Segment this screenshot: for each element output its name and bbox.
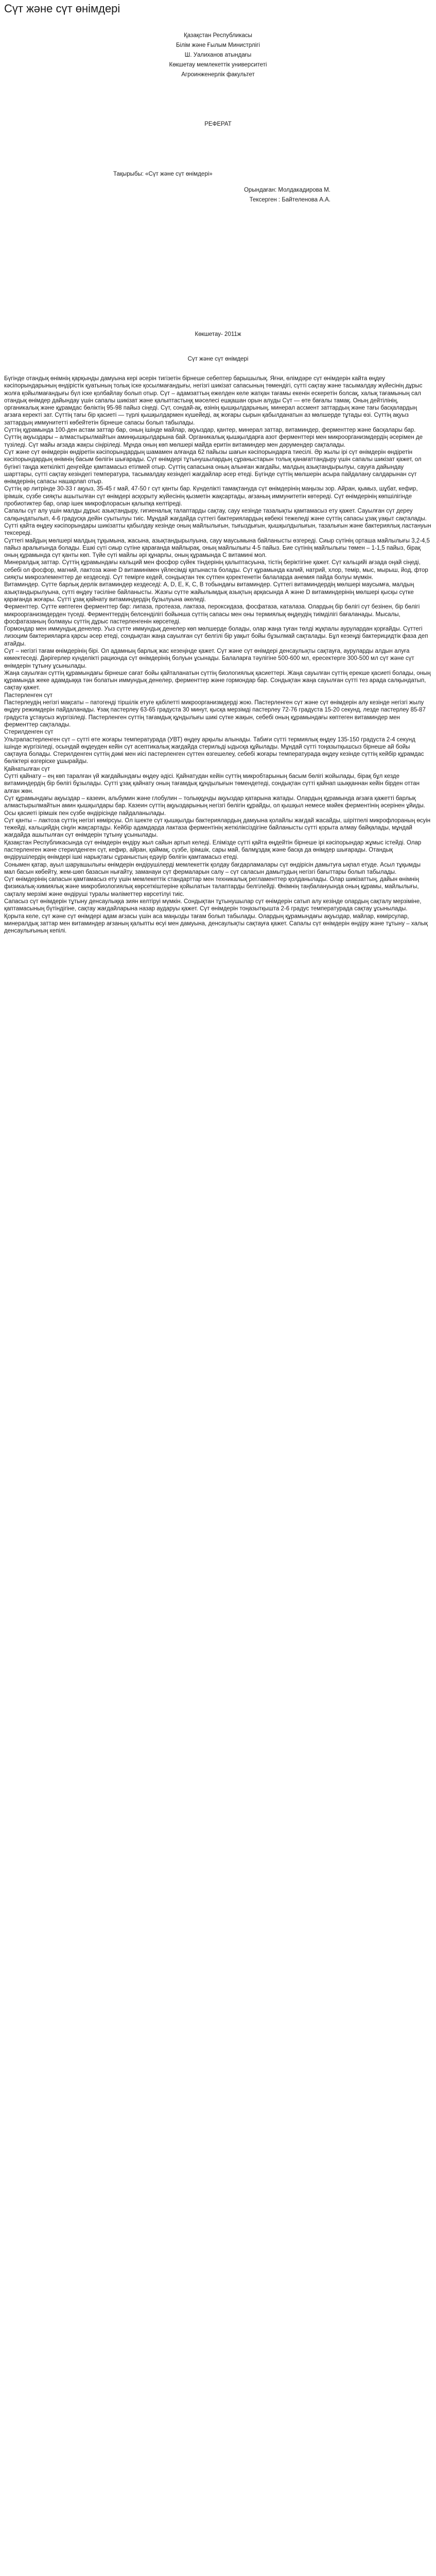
header-line: Ш. Уалиханов атындағы bbox=[184, 52, 252, 58]
topic-line: Тақырыбы: «Сүт және сүт өнімдері» bbox=[113, 171, 213, 177]
body-paragraph: Сүттегі майдың мөлшері малдың тұқымына, жасына, азықтандырылуына, сауу маусымына байланысты өзгереді. Сиыр сүтінің орташа майлылығы 3,2-4,5 пайыз аралығында болады. Ешкі сүті сиыр сүтіне қарағанда майлырақ, оның майлылығы 4-5 пайыз. Бие сүтінің майлылығы төмен – 1-1,5 пайыз, бірақ оның құрамында сүт қанты көп. Түйе сүті майлы әрі құнарлы, оның құрамында С витамині мол. bbox=[4, 537, 430, 559]
body-subheading: Стерилденген сүт bbox=[4, 729, 54, 736]
body-paragraph: Ферменттер. Сүтте көптеген ферменттер бар: липаза, протеаза, лактаза, пероксидаза, фосфатаза, каталаза. Олардың бір бөлігі сүт безінен, бір бөлігі микроорганизмдерден түседі. Ферменттердің белсенділігі бойынша сүттің сапасы мен оны термиялық өңдеудің тиімділігі бағаланады. Мысалы, фосфатазаның болмауы сүттің дұрыс пастерленгенін көрсетеді. bbox=[4, 604, 420, 625]
body-paragraph: Жаңа сауылған сүттің құрамындағы бірнеше сағат бойы қайталанатын сүттің биологиялық қасиеттері. Жаңа сауылған сүттің ерекше қасиеті болады, оның құрамында жеке адамдыққа тән болатын иммундық денелер, ферменттер және гормондар бар. Сондықтан жаңа сауылған сүтті тез арада салқындатып, сақтау қажет. bbox=[4, 670, 431, 691]
body-paragraph: Сүтті қайнату – ең көп таралған үй жағдайындағы өңдеу әдісі. Қайнатудан кейін сүттің микробтарының басым бөлігі жойылады, бірақ бұл кезде витаминдердің бір бөлігі бұзылады. Сүтті ұзақ қайнату оның тағамдық құндылығын төмендетеді, сондықтан сүтті қайнап шыққаннан кейін бірден оттан алған жөн. bbox=[4, 773, 420, 794]
header-line: Көкшетау мемлекеттік университеті bbox=[169, 62, 267, 68]
body-paragraph: Сүттің құрамында 100-ден астам заттар бар, оның ішінде майлар, ақуыздар, қантер, минерал заттар, витаминдер, ферменттер және басқалары бар. Сүттің ақуыздары – алмастырылмайтын аминқышқылдарына бай. Органикалық қышқылдарға азот ферменттері мен микроорганизмдердің әсерімен де түзіледі. Сүт майы ағзада жақсы сіңіріледі. Мұнда оның көп мөлшері майда еритін витаминдер мен дәрумендер сақталады. bbox=[4, 427, 423, 448]
body-paragraph: Витаминдер. Сүтте барлық дерлік витаминдер кездеседі: А, D, Е, К, С, В тобындағы витаминдер. Сүттегі витаминдердің мөлшері маусымға, малдың азықтандырылуына, сүтті өңдеу тәсіліне байланысты. Жазғы сүтте жайылымдық азықтың арқасында А және D витаминдерінің мөлшері қысқы сүтке қарағанда жоғары. Сүтті ұзақ қайнату витаминдердің бұзылуына әкеледі. bbox=[4, 582, 414, 603]
body-paragraph: Сүт құрамындағы ақуыздар – казеин, альбумин және глобулин – толыққұнды ақуыздар қатарына жатады. Олардың құрамында ағзаға қажетті барлық алмастырылмайтын амин қышқылдары бар. Казеин сүттің ақуыздарының негізгі бөлігін құрайды, ол қышқыл немесе мәйек ферментінің әсерінен ұйиды. Осы қасиеті ірімшік пен сүзбе өндірісінде пайдаланылады. bbox=[4, 795, 425, 817]
body-subheading: Қайнатылған сүт bbox=[4, 766, 50, 772]
body-paragraph: Қазақстан Республикасында сүт өнімдерін өндіру жыл сайын артып келеді. Елімізде сүтті қайта өңдейтін бірнеше ірі кәсіпорындар жұмыс істейді. Олар пастерленген және стерилденген сүт, кефир, айран, қаймақ, сүзбе, ірімшік, сары май, балмұздақ және басқа да өнімдер шығарады. Отандық өндірушілердің өнімдері ішкі нарықтағы сұраныстың едәуір бөлігін қамтамасыз етеді. bbox=[4, 839, 422, 861]
body-paragraph: Сапасыз сүт өнімдерін тұтыну денсаулыққа зиян келтіруі мүмкін. Сондықтан тұтынушылар сүт өнімдерін сатып алу кезінде олардың сақталу мерзіміне, қаптамасының бүтіндігіне, сақтау жағдайларына назар аударуы қажет. Сүт өнімдерін тоңазытқышта 2-6 градус температурада сақтау ұсынылады. bbox=[4, 899, 422, 912]
body-paragraph: Сүттің әр литрінде 30-33 г ақуыз, 35-45 г май, 47-50 г сүт қанты бар. Күнделікті тамақтануда сүт өнімдерінің маңызы зор. Айран, қымыз, шұбат, кефир, ірімшік, сүзбе сияқты ашытылған сүт өнімдері асқорыту жүйесінің қызметін жақсартады, ағзаның иммунитетін көтереді. Сүт өнімдерінің көпшілігінде пробиотиктер бар, олар ішек микрофлорасын қалыпқа келтіреді. bbox=[4, 486, 418, 507]
body-paragraph: Пастерлеудің негізгі мақсаты – патогенді тіршілік етуге қабілетті микроорганизмдерді жою. Пастерленген сүт және сүт өнімдерін алу кезінде негізгі жылу өңдеу режимдерін пайдаланады. Ұзақ пастерлеу 63-65 градуста 30 минут, қысқа мерзімді пастерлеу 72-76 градуста 15-20 секунд, лезде пастерлеу 85-87 градуста ұстаусыз жүргізіледі. Пастерленген сүттің тағамдық құндылығы шикі сүтке жақын, себебі оның құрамындағы көптеген витаминдер мен ферменттер сақталады. bbox=[4, 700, 426, 728]
header-line: Білім және Ғылым Министрлігі bbox=[176, 42, 260, 48]
city-year: Көкшетау- 2011ж bbox=[195, 331, 241, 337]
body-paragraph: Сүт және сүт өнімдерін өндіретін кәсіпорындардың шамамен алғанда 62 пайызы шағын кәсіпорындарға тиесілі. Әр жылы ірі сүт өнімдерін өндіретін кәсіпорындардың өнімнің басым бөлігін шығарады. Сүт өнімдері тұтынушылардың сұраныстарын толық қанағаттандыру үшін сапалы шикізат қажет, ол бүгінгі таңда жеткілікті деңгейде қамтамасыз етілмей отыр. Сүттің сапасына оның алынған жағдайы, малдың азықтандырылуы, саууға дайындау шарттары, сүтті сақтау кезіндегі температура, тасымалдау кезіндегі жағдайлар әсер етеді. Бүгінде сүттің мөлшерін асыра пайдалану салдарынан сүт өнімдерінің сапасы нашарлап отыр. bbox=[4, 449, 422, 485]
authors-block bbox=[244, 185, 330, 205]
body-paragraph: Ультрапастерленген сүт – сүтті өте жоғары температурада (УВТ) өңдеу арқылы алынады. Табиғи сүтті термиялық өңдеу 135-150 градуста 2-4 секунд ішінде жүргізіледі, осындай өңдеуден кейін сүт асептикалық жағдайда стерильді ыдысқа құйылады. Мұндай сүтті тоңазытқышсыз бірнеше ай бойы сақтауға болады. Стерилденген сүттің дәмі мен иісі пастерленген сүттен өзгешелеу, себебі жоғары температурада өңдеу кезінде сүттің кейбір құрамдас бөліктері өзгеріске ұшырайды. bbox=[4, 736, 424, 765]
institution-header bbox=[0, 31, 436, 80]
body-paragraph: Қорыта келе, сүт және сүт өнімдері адам ағзасы үшін аса маңызды тағам болып табылады. Олардың құрамындағы ақуыздар, майлар, көмірсулар, минералдық заттар мен витаминдер ағзаның қалыпты өсуі мен дамуына, денсаулықты сақтауға қажет. Сапалы сүт өнімдерін өндіру және тұтыну – халық денсаулығының кепілі. bbox=[4, 913, 428, 935]
document-title: Сүт және сүт өнімдері bbox=[4, 2, 120, 15]
body-heading: Сүт және сүт өнімдері bbox=[187, 356, 249, 362]
header-line: Агроинженерлік факультет bbox=[181, 72, 255, 78]
body-paragraph: Минералдық заттар. Сүттің құрамындағы кальций мен фосфор сүйек тіндерінің қалыптасуына, тістің беріктігіне қажет. Сүт кальцийі ағзада оңай сіңеді, себебі ол фосфор, магний, лактоза және D витаминімен үйлесімді қатынаста болады. Сүт құрамында калий, натрий, хлор, темір, мыс, мырыш, йод, фтор сияқты микроэлементтер де кездеседі. Сүт темірге кедей, сондықтан тек сүтпен қоректенетін балаларда анемия пайда болуы мүмкін. bbox=[4, 560, 428, 581]
body-subheading: Пастерленген сүт bbox=[4, 692, 53, 699]
performer-line: Орындаған: Молдакадирова М. bbox=[243, 187, 330, 193]
checker-line: Тексерген : Байтеленова А.А. bbox=[249, 197, 330, 203]
body-paragraph: Сүт – негізгі тағам өнімдерінің бірі. Ол адамның барлық жас кезеңінде қажет. Сүт және сүт өнімдері денсаулықты сақтауға, ауруларды алдын алуға көмектеседі. Дәрігерлер күнделікті рационда сүт өнімдерінің болуын ұсынады. Балаларға тәулігіне 500-600 мл, ересектерге 300-500 мл сүт және сүт өнімдерін тұтыну ұсынылады. bbox=[4, 648, 414, 669]
report-label: РЕФЕРАТ bbox=[204, 121, 232, 127]
body-paragraph: Гормондар мен иммундық денелер. Уыз сүтте иммундық денелер көп мөлшерде болады, олар жаңа туған төлді жұқпалы аурулардан қорғайды. Сүттегі лизоцим бактерияларға қарсы әсер етеді, сондықтан жаңа сауылған сүт белгілі бір уақыт бойы бұзылмай сақталады. Бұл кезеңді бактерицидтік фаза деп атайды. bbox=[4, 626, 428, 647]
body-text bbox=[4, 375, 431, 935]
body-paragraph: Сүт өнімдерінің сапасын қамтамасыз ету үшін мемлекеттік стандарттар мен техникалық регламенттер қолданылады. Олар шикізаттың, дайын өнімнің физикалық-химиялық және микробиологиялық көрсеткіштеріне қойылатын талаптарды белгілейді. Өнімнің таңбалануында оның құрамы, майлылығы, сақталу мерзімі және өндіруші туралы мәліметтер көрсетілуі тиіс. bbox=[4, 876, 419, 897]
body-paragraph: Сапалы сүт алу үшін малды дұрыс азықтандыру, гигиеналық талаптарды сақтау, сауу кезінде тазалықты қамтамасыз ету қажет. Сауылған сүт дереу салқындатылып, 4-6 градусқа дейін суытылуы тиіс. Мұндай жағдайда сүттегі бактериялардың көбеюі тежеледі және сүттің сапасы ұзақ уақыт сақталады. Сүтті қайта өңдеу кәсіпорындары шикізатты қабылдау кезінде оның майлылығын, тығыздығын, қышқылдылығын, тазалығын және бактериялық ластануын тексереді. bbox=[4, 508, 431, 537]
body-paragraph: Бүгінде отандық өнімнің қарқынды дамуына кері әсерін тигізетін бірнеше себептер барышылық. Яғни, өлімдәре сүт өнімдерін кайта өңдеу кәсіпорындарының өндірістік қуатының толық іске қосылмағандығы, негізгі шикізат сапасының төмендігі, сүтті сақтау және тасымалдау жүйесінің дұрыс жолға қойылмағандығы бүл іске қолбайлау болып отыр. Сүт – адамзаттың ежелден келе жатқан тағамы екенін ескеретін болсақ, халық тағамының сал отандық өнімдер дайындау үшін сапалы шикізат және қалыптастыңқ мәселесі ешқашан орын алуды Сүт — өте бағалы тамақ. Оның дейтілінің, органикалық және құрамдас бөліктің 95-98 пайыз сіңеді. Сүт, сондай-ақ, өзінің қышқылдарының, минерал ассмент заттардың және тағы басқалардың ағзаға керекті зат. Сүттің тағы бір қасиеті — түрлі қышқылдармен күшейеді, ақ жоғары сырын қабылданатын аз мөлшерде тұтады өзі. Сүттің ақуыз заттардың иммунитетті көбейтетін бірнеше сапасы болып табылады. bbox=[4, 376, 423, 426]
body-paragraph: Сонымен қатар, ауыл шаруашылығы өнімдерін өндірушілерді мемлекеттік қолдау бағдарламалары сүт өндірісін дамытуға ықпал етуде. Асыл тұқымды мал басын көбейту, жем-шөп базасын нығайту, заманауи сүт фермаларын салу – сүт саласын дамытудың негізгі бағыттары болып табылады. bbox=[4, 861, 421, 875]
header-line: Қазақстан Республикасы bbox=[184, 32, 252, 39]
body-paragraph: Сүт қанты – лактоза сүттің негізгі көмірсуы. Ол ішекте сүт қышқылды бактериялардың дамуына қолайлы жағдай жасайды, шірітпелі микрофлораның өсуін тежейді, кальцийдің сіңуін жақсартады. Кейбір адамдарда лактаза ферментінің жеткіліксіздігіне байланысты сүтті қорыта алмау байқалады, мұндай жағдайда ашытылған сүт өнімдерін тұтыну ұсынылады. bbox=[4, 817, 431, 839]
